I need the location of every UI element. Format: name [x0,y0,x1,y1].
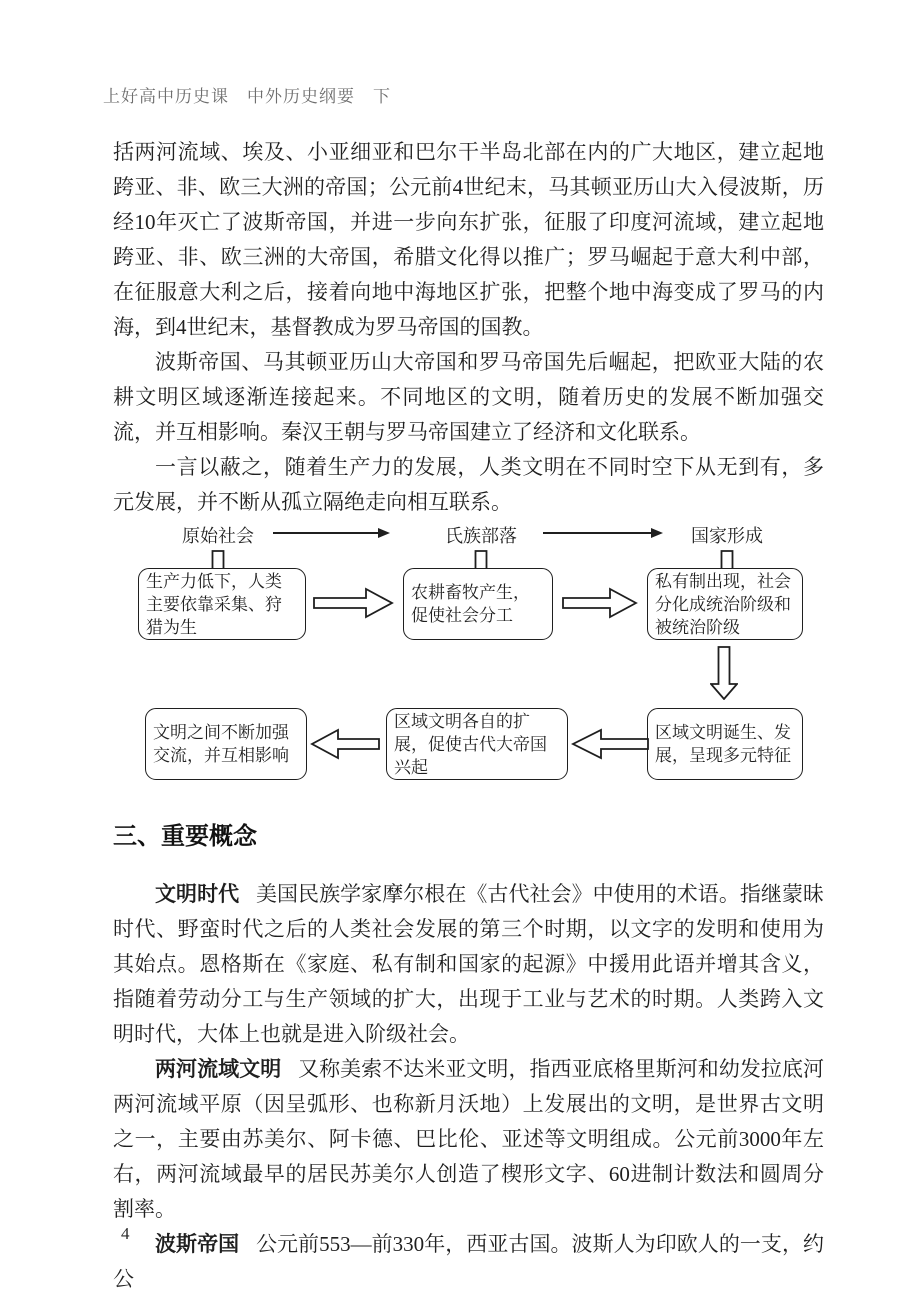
stage-label-clan-tribe: 氏族部落 [445,526,517,546]
stage-label-primitive-society: 原始社会 [182,526,254,546]
arrow-left-icon [310,728,380,760]
arrow-down-icon [710,646,738,700]
page-number: 4 [121,1224,130,1243]
flowchart-box-empires: 区域文明各自的扩展，促使古代大帝国兴起 [386,708,568,780]
concept-term: 文明时代 [155,883,240,906]
arrow-right-icon [313,587,394,619]
flowchart-box-regional-civilization: 区域文明诞生、发展，呈现多元特征 [647,708,803,780]
section-heading: 三、重要概念 [113,823,257,850]
body-paragraph: 波斯帝国、马其顿亚历山大帝国和罗马帝国先后崛起，把欧亚大陆的农耕文明区域逐渐连接起来。不同地区的文明，随着历史的发展不断加强交流，并互相影响。秦汉王朝与罗马帝国建立了经济和文化联系。 [113,350,824,444]
concept-text: 公元前553—前330年，西亚古国。波斯人为印欧人的一支，约公 [113,1232,824,1291]
concept-paragraph [113,1052,824,1227]
flowchart-box-exchange: 文明之间不断加强交流，并互相影响 [145,708,307,780]
thin-arrow-right-icon [543,526,664,540]
page-content [113,135,824,1297]
flowchart-box-private-property: 私有制出现，社会分化成统治阶级和被统治阶级 [647,568,803,640]
concept-term: 两河流域文明 [155,1058,282,1081]
concept-term: 波斯帝国 [155,1233,240,1256]
concept-paragraph [113,877,824,1052]
arrow-right-icon [562,587,638,619]
concept-text: 美国民族学家摩尔根在《古代社会》中使用的术语。指继蒙昧时代、野蛮时代之后的人类社会发展的第三个时期，以文字的发明和使用为其始点。恩格斯在《家庭、私有制和国家的起源》中援用此语并增其含义，指随着劳动分工与生产领域的扩大，出现于工业与艺术的时期。人类跨入文明时代，大体上也就是进入阶级社会。 [113,882,825,1046]
concept-paragraph [113,1227,824,1297]
thin-arrow-right-icon [273,526,391,540]
body-paragraph: 一言以蔽之，随着生产力的发展，人类文明在不同时空下从无到有，多元发展，并不断从孤立隔绝走向相互联系。 [113,455,824,514]
flowchart-box-agriculture: 农耕畜牧产生，促使社会分工 [403,568,553,640]
flowchart-box-low-productivity: 生产力低下，人类主要依靠采集、狩猎为生 [138,568,306,640]
body-paragraph: 括两河流域、埃及、小亚细亚和巴尔干半岛北部在内的广大地区，建立起地跨亚、非、欧三大洲的帝国；公元前4世纪末，马其顿亚历山大入侵波斯，历经10年灭亡了波斯帝国，并进一步向东扩张，征服了印度河流域，建立起地跨亚、非、欧三洲的大帝国，希腊文化得以推广；罗马崛起于意大利中部，在征服意大利之后，接着向地中海地区扩张，把整个地中海变成了罗马的内海，到4世纪末，基督教成为罗马帝国的国教。 [113,140,824,339]
concept-text: 又称美索不达米亚文明，指西亚底格里斯河和幼发拉底河两河流域平原（因呈弧形、也称新月沃地）上发展出的文明，是世界古文明之一，主要由苏美尔、阿卡德、巴比伦、亚述等文明组成。公元前3000年左右，两河流域最早的居民苏美尔人创造了楔形文字、60进制计数法和圆周分割率。 [113,1057,825,1221]
arrow-left-icon [571,728,649,760]
running-header: 上好高中历史课 中外历史纲要 下 [103,87,391,106]
civilization-flowchart [113,525,824,783]
stage-label-state-formation: 国家形成 [691,526,763,546]
